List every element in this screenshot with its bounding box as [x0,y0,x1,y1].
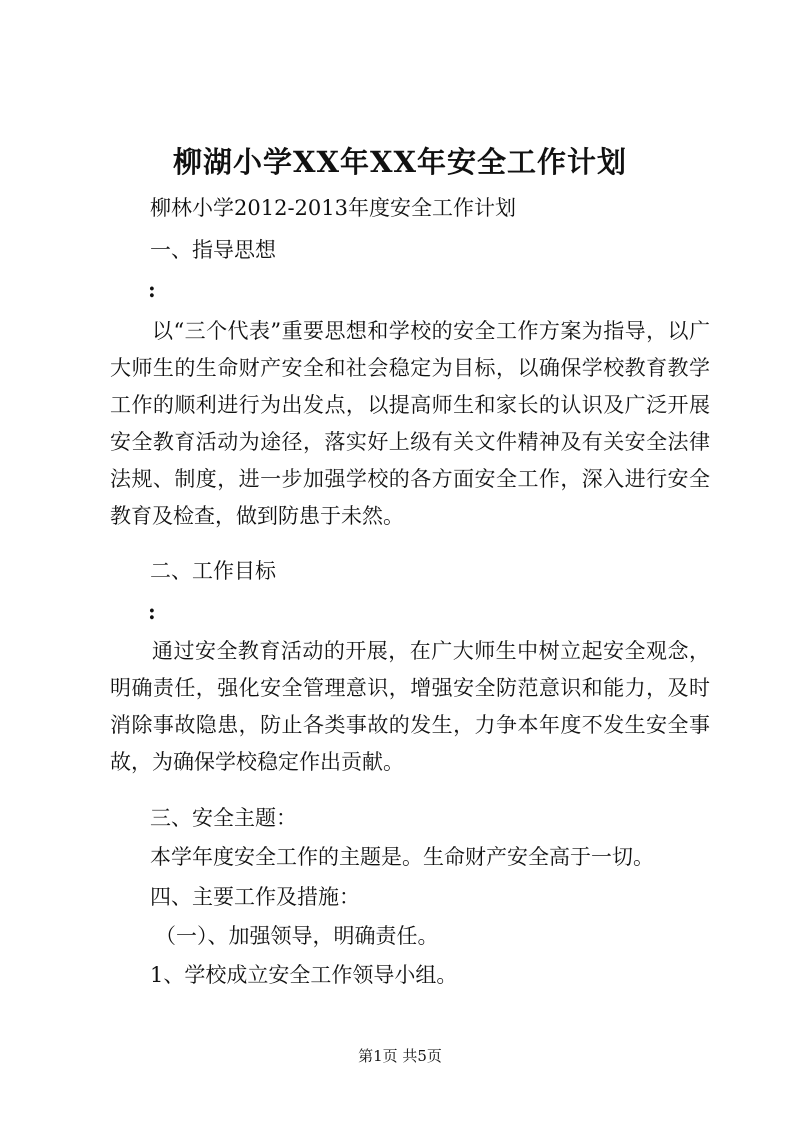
section-heading-work-goals: 二、工作目标 [150,559,276,583]
page-footer: 第1页 共5页 [358,1047,442,1065]
document-title: 柳湖小学XX年XX年安全工作计划 [172,145,627,179]
paragraph-safety-theme: 本学年度安全工作的主题是。生命财产安全高于一切。 [150,845,654,869]
paragraph-work-goals: 通过安全教育活动的开展，在广大师生中树立起安全观念，明确责任，强化安全管理意识，增强安全防范意识和能力，及时消除事故隐患，防止各类事故的发生，力争本年度不发生安全事故，为确保学校稳定作出贡献。 [110,639,710,774]
section-colon: : [148,599,156,624]
section-colon: : [148,277,156,302]
section-heading-safety-theme: 三、安全主题： [150,806,297,830]
section-heading-guiding-thought: 一、指导思想 [150,238,276,262]
paragraph-guiding-thought: 以“三个代表”重要思想和学校的安全工作方案为指导，以广大师生的生命财产安全和社会稳定为目标，以确保学校教育教学工作的顺利进行为出发点，以提高师生和家长的认识及广泛开展安全教育活动为途径，落实好上级有关文件精神及有关安全法律法规、制度，进一步加强学校的各方面安全工作，深入进行安全教育及检查，做到防患于未然。 [110,319,710,528]
subsection-heading: （一）、加强领导，明确责任。 [155,924,439,948]
list-item: 1、学校成立安全工作领导小组。 [150,963,458,987]
section-heading-main-work: 四、主要工作及措施： [150,885,360,909]
subtitle: 柳林小学2012-2013年度安全工作计划 [150,196,516,220]
